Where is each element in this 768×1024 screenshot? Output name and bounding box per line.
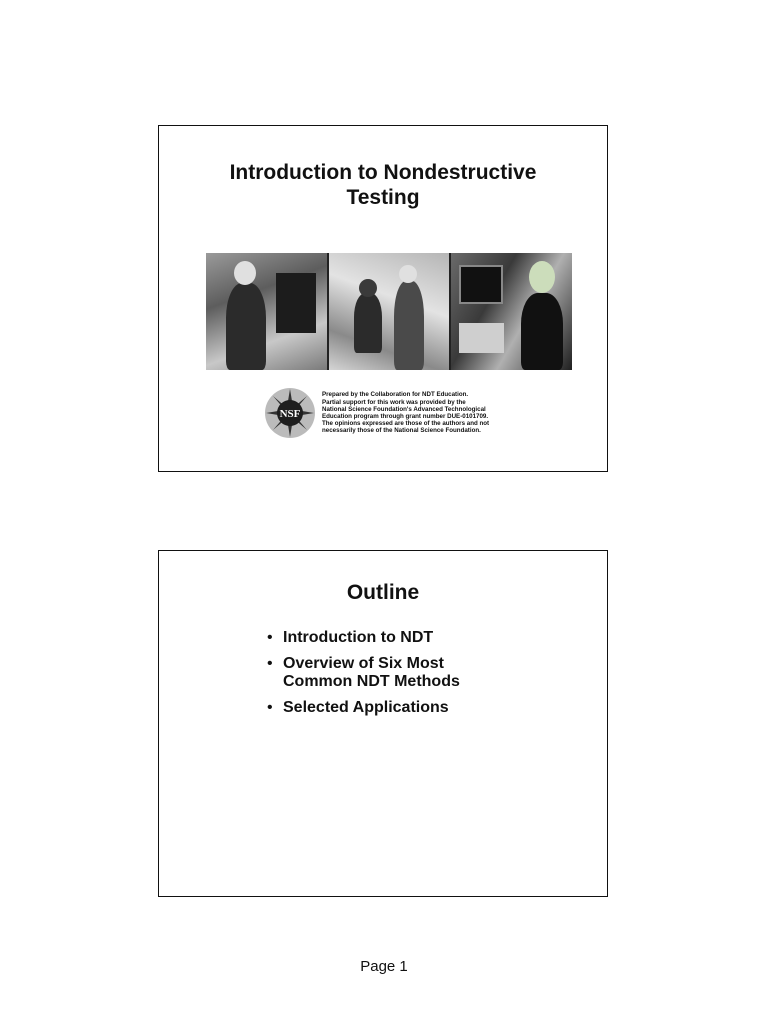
slide-1 [158,125,608,472]
photo-instrument [451,253,572,370]
credit-line: The opinions expressed are those of the authors and not [322,420,490,428]
credit-text [322,391,489,434]
list-item-text: • Introduction to NDT [283,629,434,646]
list-item [267,655,460,691]
outline-list [267,629,460,725]
slide-1-title [159,160,607,210]
photo-strip [206,253,572,370]
credit-line: Education program through grant number DUE-0101709. [322,413,489,420]
list-item [267,699,460,717]
slide-2 [158,550,608,897]
title-line-1: Introduction to Nondestructive [229,161,537,184]
nsf-logo [264,387,316,439]
credit-block [264,384,516,442]
credit-line: necessarily those of the National Science Foundation. [322,427,481,435]
credit-line: National Science Foundation's Advanced Technological [322,405,486,413]
photo-technician [206,253,327,370]
credit-line: Prepared by the Collaboration for NDT Education. [322,391,469,399]
page-number: Page 1 [360,958,408,975]
list-item-text: • Selected Applications [283,699,449,716]
list-item-text: • Overview of Six Most [283,655,444,672]
slide-2-title: Outline [346,581,420,604]
svg-text:NSF: NSF [279,408,301,420]
list-item-text: Common NDT Methods [283,673,460,690]
credit-line: Partial support for this work was provided by the [322,398,466,406]
photo-students [329,253,450,370]
list-item [267,629,460,647]
title-line-2: Testing [346,186,420,209]
